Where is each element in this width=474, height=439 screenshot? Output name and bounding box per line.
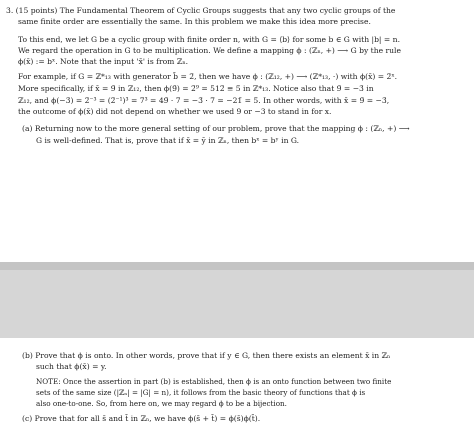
problem-header: 3. (15 points) The Fundamental Theorem of Cyclic Groups suggests that any two cyclic groups of the xyxy=(6,6,396,15)
note-line-3: also one-to-one. So, from here on, we may regard ϕ to be a bijection. xyxy=(36,399,287,408)
divider-top-bar xyxy=(0,262,474,270)
note-line-2: sets of the same size (|ℤₙ| = |G| = n), it follows from the basic theory of functions that ϕ is xyxy=(36,388,366,397)
part-c-line: (c) Prove that for all s̄ and t̄ in ℤₙ, we have ϕ(s̄ + t̄) = ϕ(s̄)ϕ(t̄). xyxy=(22,414,261,423)
part-b-line-1: (b) Prove that ϕ is onto. In other words, prove that if y ∈ G, then there exists an element x̄ in ℤₙ xyxy=(22,351,391,360)
part-a-line-2: G is well-defined. That is, prove that if x̄ = ȳ in ℤₙ, then bˣ = bʸ in G. xyxy=(36,136,300,145)
intro-line-2: We regard the operation in G to be multiplication. We define a mapping ϕ : (ℤₙ, +) ⟶ G by the rule xyxy=(18,46,401,55)
answer-space-divider xyxy=(0,262,474,338)
note-line-1: NOTE: Once the assertion in part (b) is established, then ϕ is an onto function between two finite xyxy=(36,377,392,386)
example-line-2: More specifically, if x̄ = 9̄ in ℤ₁₂, then ϕ(9̄) = 2̄⁹ = 512̄ ≡ 5̄ in ℤ*₁₃. Notice also that 9̄ = −3̄ in xyxy=(18,84,374,93)
part-a-line-1: (a) Returning now to the more general setting of our problem, prove that the mapping ϕ : (ℤₙ, +) ⟶ xyxy=(22,124,410,133)
example-line-1: For example, if G = ℤ*₁₃ with generator b̄ = 2̄, then we have ϕ : (ℤ₁₂, +) ⟶ (ℤ*₁₃, ·) with ϕ(x̄) = 2̄ˣ. xyxy=(18,72,398,81)
example-line-3: ℤ₁₂, and ϕ(−3̄) = 2̄⁻³ = (2̄⁻¹)³ = 7̄³ = 49̄ · 7̄ = −3̄ · 7̄ = −21̄ = 5̄. In other words, with x̄ = 9̄ = −3̄, xyxy=(18,96,390,105)
problem-header-continued: same finite order are essentially the same. In this problem we make this idea more precise. xyxy=(18,17,371,26)
intro-line-3: ϕ(x̄) := bˣ. Note that the input 'x̄' is from ℤₙ. xyxy=(18,57,189,66)
example-line-4: the outcome of ϕ(x̄) did not depend on whether we used 9 or −3 to stand in for x. xyxy=(18,107,332,116)
intro-line-1: To this end, we let G be a cyclic group with finite order n, with G = ⟨b⟩ for some b ∈ G with |b| = n. xyxy=(18,35,400,44)
part-b-line-2: such that ϕ(x̄) = y. xyxy=(36,362,107,371)
